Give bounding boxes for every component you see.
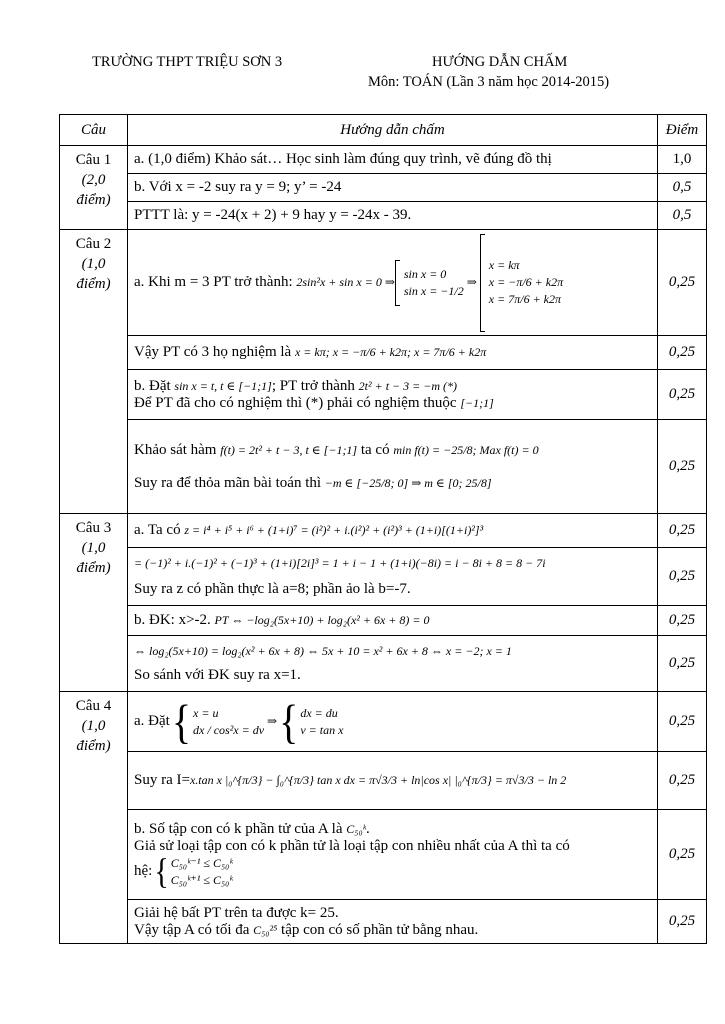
equation: x = 7π/6 + k2π <box>488 292 562 306</box>
guide-cell <box>128 370 658 420</box>
guide-cell <box>128 636 658 692</box>
guide-text: ; PT trở thành <box>271 377 355 394</box>
guide-text: Giả sử loại tập con có k phần tử là loại tập con nhiều nhất của A thì ta có <box>134 837 570 854</box>
question-points: (1,0 điểm) <box>76 540 111 576</box>
points-cell: 0,5 <box>658 174 707 202</box>
table-row <box>60 752 707 810</box>
guide-cell: a. Đặt { x = u dx / cos²x = dv ⇒ { dx = du v = tan x <box>128 692 658 752</box>
table-row <box>60 174 707 202</box>
table-row <box>60 230 707 336</box>
guide-cell: PTTT là: y = -24(x + 2) + 9 hay y = -24x - 39. <box>128 202 658 230</box>
guide-text: hệ: <box>134 863 153 879</box>
points-cell: 1,0 <box>658 146 707 174</box>
guide-text: b. Số tập con có k phần tử của A là <box>134 820 343 837</box>
guide-text: Suy ra để thỏa mãn bài toán thì <box>134 474 322 491</box>
question-points: (1,0 điểm) <box>76 256 111 292</box>
table-row <box>60 810 707 900</box>
points-cell: 0,25 <box>658 336 707 370</box>
guide-text: a. Khi m = 3 PT trở thành: <box>134 274 293 290</box>
guide-text: Khảo sát hàm <box>134 441 217 458</box>
table-row <box>60 692 707 752</box>
guide-text: Suy ra z có phần thực là a=8; phần ảo là b=-7. <box>134 580 411 597</box>
table-row <box>60 420 707 514</box>
guide-text: b. Đặt <box>134 377 171 394</box>
table-row <box>60 900 707 944</box>
guide-cell <box>128 336 658 370</box>
question-points: (1,0 điểm) <box>76 718 111 754</box>
guide-text: So sánh với ĐK suy ra x=1. <box>134 666 301 683</box>
points-cell: 0,25 <box>658 752 707 810</box>
question-points: (2,0 điểm) <box>76 172 111 208</box>
equation: v = tan x <box>300 722 344 737</box>
question-number: Câu 4 <box>75 698 112 714</box>
grading-table <box>59 114 707 944</box>
equation: dx = du <box>300 705 338 720</box>
guide-cell: b. Với x = -2 suy ra y = 9; y’ = -24 <box>128 174 658 202</box>
table-row <box>60 514 707 548</box>
guide-cell: a. Khi m = 3 PT trở thành: 2sin²x + sin x = 0 ⇒ sin x = 0 sin x = −1/2 ⇒ x = kπ x = −π/6 + k2π x = 7π/6 + k2π <box>128 230 658 336</box>
equation: −m ∈ [−25/8; 0] ⇒ m ∈ [0; 25/8] <box>324 475 492 490</box>
guide-cell <box>128 548 658 606</box>
points-cell: 0,25 <box>658 636 707 692</box>
question-label <box>60 692 128 944</box>
guide-text: a. Ta có <box>134 522 181 538</box>
equation: C₅₀ᵏ⁺¹ ≤ C₅₀ᵏ <box>170 872 233 887</box>
table-row <box>60 146 707 174</box>
equation: sin x = −1/2 <box>403 283 464 298</box>
table-row <box>60 336 707 370</box>
equation: x = kπ; x = −π/6 + k2π; x = 7π/6 + k2π <box>294 345 487 359</box>
question-number: Câu 2 <box>75 236 112 252</box>
equation: ⇔ log₂(5x+10) = log₂(x² + 6x + 8) ⇔ 5x + 10 = x² + 6x + 8 ⇔ x = −2; x = 1 <box>134 643 512 658</box>
points-cell: 0,5 <box>658 202 707 230</box>
equation: 2t² + t − 3 = −m (*) <box>358 378 457 393</box>
guide-text: Suy ra I= <box>134 772 190 788</box>
guide-text: Để PT đã cho có nghiệm thì (*) phải có nghiệm thuộc <box>134 394 457 411</box>
guide-cell <box>128 752 658 810</box>
points-cell: 0,25 <box>658 370 707 420</box>
header-cau: Câu <box>60 115 128 146</box>
guide-text: Vậy PT có 3 họ nghiệm là <box>134 344 292 360</box>
guide-text: a. Đặt <box>134 713 170 729</box>
guide-cell: b. Số tập con có k phần tử của A là C₅₀ᵏ. Giả sử loại tập con có k phần tử là loại tập con nhiều nhất của A thì ta có hệ: { C₅₀ᵏ⁻¹ ≤ C₅₀ᵏ C₅₀ᵏ⁺¹ ≤ C₅₀ᵏ <box>128 810 658 900</box>
guide-cell: a. (1,0 điểm) Khảo sát… Học sinh làm đúng quy trình, vẽ đúng đồ thị <box>128 146 658 174</box>
points-cell: 0,25 <box>658 420 707 514</box>
header-guide: Hướng dẫn chấm <box>128 115 658 146</box>
guide-cell <box>128 420 658 514</box>
equation: x.tan x |₀^{π/3} − ∫₀^{π/3} tan x dx = π√3/3 + ln|cos x| |₀^{π/3} = π√3/3 − ln 2 <box>189 773 567 787</box>
equation: sin x = t, t ∈ [−1;1] <box>174 378 272 393</box>
equation: min f(t) = −25/8; Max f(t) = 0 <box>393 442 539 457</box>
guide-text: tập con có số phần tử bằng nhau. <box>281 921 479 938</box>
equation: PT ⇔ −log₂(5x+10) + log₂(x² + 6x + 8) = 0 <box>214 613 430 627</box>
header-points: Điểm <box>658 115 707 146</box>
guide-text: ta có <box>360 441 390 458</box>
equation: sin x = 0 <box>403 266 447 281</box>
subject-line: Môn: TOÁN (Lần 3 năm học 2014-2015) <box>368 74 610 90</box>
equation: x = kπ <box>488 258 520 272</box>
table-row <box>60 370 707 420</box>
equation: x = −π/6 + k2π <box>488 275 564 289</box>
question-number: Câu 3 <box>75 520 112 536</box>
question-label <box>60 230 128 514</box>
equation: C₅₀ᵏ⁻¹ ≤ C₅₀ᵏ <box>170 855 233 870</box>
document-title: HƯỚNG DẪN CHẤM <box>432 54 568 70</box>
equation: [−1;1] <box>460 395 494 410</box>
table-row <box>60 636 707 692</box>
school-name: TRƯỜNG THPT TRIỆU SƠN 3 <box>92 54 283 70</box>
table-header-row <box>60 115 707 146</box>
guide-cell <box>128 900 658 944</box>
guide-text: b. ĐK: x>-2. <box>134 612 211 628</box>
points-cell: 0,25 <box>658 514 707 548</box>
guide-text: Vậy tập A có tối đa <box>134 921 250 938</box>
equation: f(t) = 2t² + t − 3, t ∈ [−1;1] <box>220 442 358 457</box>
points-cell: 0,25 <box>658 548 707 606</box>
equation: = (−1)² + i.(−1)² + (−1)³ + (1+i)[2i]³ = 1 + i − 1 + (1+i)(−8i) = i − 8i + 8 = 8 − 7i <box>134 555 546 570</box>
guide-cell <box>128 606 658 636</box>
equation: 2sin²x + sin x = 0 ⇒ <box>296 275 395 289</box>
points-cell: 0,25 <box>658 692 707 752</box>
table-row <box>60 202 707 230</box>
equation: x = u <box>193 705 219 720</box>
equation: C₅₀ᵏ <box>346 821 366 836</box>
table-row <box>60 548 707 606</box>
guide-text: Giải hệ bất PT trên ta được k= 25. <box>134 904 339 921</box>
points-cell: 0,25 <box>658 606 707 636</box>
question-number: Câu 1 <box>75 152 112 168</box>
guide-cell <box>128 514 658 548</box>
points-cell: 0,25 <box>658 810 707 900</box>
equation: z = i⁴ + i⁵ + i⁶ + (1+i)⁷ = (i²)² + i.(i²)² + (i²)³ + (1+i)[(1+i)²]³ <box>184 523 484 537</box>
points-cell: 0,25 <box>658 230 707 336</box>
equation: dx / cos²x = dv <box>193 722 265 737</box>
points-cell: 0,25 <box>658 900 707 944</box>
question-label <box>60 514 128 692</box>
table-row <box>60 606 707 636</box>
equation: C₅₀²⁵ <box>253 922 278 937</box>
question-label <box>60 146 128 230</box>
